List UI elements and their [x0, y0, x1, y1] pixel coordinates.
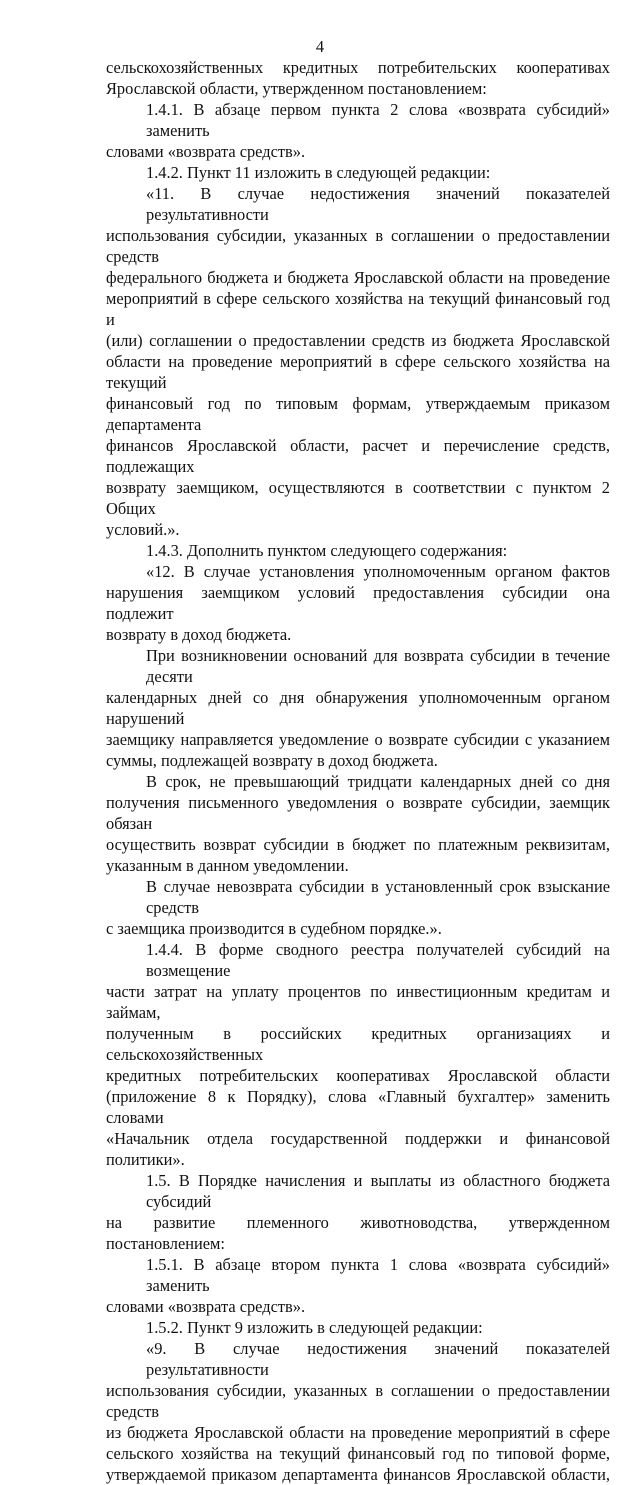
paragraph: [106, 645, 610, 771]
text-line: возврату в доход бюджета.: [106, 625, 292, 644]
paragraph: [106, 561, 610, 645]
text-line: возврату заемщиком, осуществляются в соответствии с пунктом 2 Общих: [106, 478, 610, 518]
text-line: кредитных потребительских кооперативах Ярославской области: [106, 1066, 610, 1085]
text-line: словами «возврата средств».: [106, 1297, 306, 1316]
paragraph: [106, 1170, 610, 1254]
page-number: 4: [315, 37, 325, 56]
text-line: заемщику направляется уведомление о возврате субсидии с указанием: [106, 730, 610, 749]
paragraph: [106, 1254, 610, 1317]
text-line: «11. В случае недостижения значений показателей результативности: [146, 184, 610, 224]
text-line: указанным в данном уведомлении.: [106, 856, 349, 875]
text-line: «12. В случае установления уполномоченным органом фактов: [146, 562, 610, 581]
text-line: полученным в российских кредитных организациях и сельскохозяйственных: [106, 1024, 610, 1064]
text-line: В срок, не превышающий тридцати календарных дней со дня: [146, 772, 610, 791]
text-line: с заемщика производится в судебном порядке.».: [106, 919, 442, 938]
text-line: суммы, подлежащей возврату в доход бюджета.: [106, 751, 438, 770]
text-line: осуществить возврат субсидии в бюджет по платежным реквизитам,: [106, 835, 610, 854]
paragraph: [106, 876, 610, 939]
text-line: Ярославской области, утвержденном постановлением:: [106, 79, 487, 98]
text-line: 1.5.2. Пункт 9 изложить в следующей редакции:: [146, 1318, 483, 1337]
text-line: словами «возврата средств».: [106, 142, 306, 161]
paragraph: [106, 771, 610, 876]
text-line: нарушения заемщиком условий предоставления субсидии она подлежит: [106, 583, 610, 623]
text-line: 1.5. В Порядке начисления и выплаты из областного бюджета субсидий: [146, 1171, 610, 1211]
text-line: (или) соглашении о предоставлении средств из бюджета Ярославской: [106, 331, 610, 350]
text-line: на развитие племенного животноводства, утвержденном постановлением:: [106, 1213, 610, 1253]
text-line: условий.».: [106, 520, 180, 539]
text-line: сельскохозяйственных кредитных потребительских кооперативах: [106, 58, 610, 77]
text-line: 1.4.4. В форме сводного реестра получателей субсидий на возмещение: [146, 940, 610, 980]
text-line: «Начальник отдела государственной поддержки и финансовой политики».: [106, 1129, 610, 1169]
paragraph: [106, 183, 610, 540]
text-line: В случае невозврата субсидии в установленный срок взыскание средств: [146, 877, 610, 917]
text-line: (приложение 8 к Порядку), слова «Главный бухгалтер» заменить словами: [106, 1087, 610, 1127]
text-line: использования субсидии, указанных в соглашении о предоставлении средств: [106, 1381, 610, 1421]
paragraph: [106, 939, 610, 1170]
text-line: финансовый год по типовым формам, утверждаемым приказом департамента: [106, 394, 610, 434]
text-line: мероприятий в сфере сельского хозяйства на текущий финансовый год и: [106, 289, 610, 329]
text-line: утверждаемой приказом департамента финансов Ярославской области,: [106, 1465, 610, 1484]
text-line: использования субсидии, указанных в соглашении о предоставлении средств: [106, 226, 610, 266]
text-line: части затрат на уплату процентов по инвестиционным кредитам и займам,: [106, 982, 610, 1022]
text-line: получения письменного уведомления о возврате субсидии, заемщик обязан: [106, 793, 610, 833]
text-line: сельского хозяйства на текущий финансовый год по типовой форме,: [106, 1444, 610, 1463]
text-line: 1.5.1. В абзаце втором пункта 1 слова «возврата субсидий» заменить: [146, 1255, 610, 1295]
text-line: 1.4.2. Пункт 11 изложить в следующей редакции:: [146, 163, 491, 182]
document-body: [106, 57, 610, 1485]
text-line: из бюджета Ярославской области на проведение мероприятий в сфере: [106, 1423, 610, 1442]
text-line: календарных дней со дня обнаружения уполномоченным органом нарушений: [106, 688, 610, 728]
text-line: 1.4.3. Дополнить пунктом следующего содержания:: [146, 541, 508, 560]
text-line: При возникновении оснований для возврата субсидии в течение десяти: [146, 646, 610, 686]
paragraph: [106, 162, 610, 183]
paragraph: [106, 57, 610, 99]
text-line: области на проведение мероприятий в сфере сельского хозяйства на текущий: [106, 352, 610, 392]
text-line: федерального бюджета и бюджета Ярославской области на проведение: [106, 268, 610, 287]
paragraph: [106, 99, 610, 162]
paragraph: [106, 540, 610, 561]
text-line: 1.4.1. В абзаце первом пункта 2 слова «возврата субсидий» заменить: [146, 100, 610, 140]
text-line: финансов Ярославской области, расчет и перечисление средств, подлежащих: [106, 436, 610, 476]
paragraph: [106, 1317, 610, 1338]
paragraph: [106, 1338, 610, 1485]
text-line: «9. В случае недостижения значений показателей результативности: [146, 1339, 610, 1379]
